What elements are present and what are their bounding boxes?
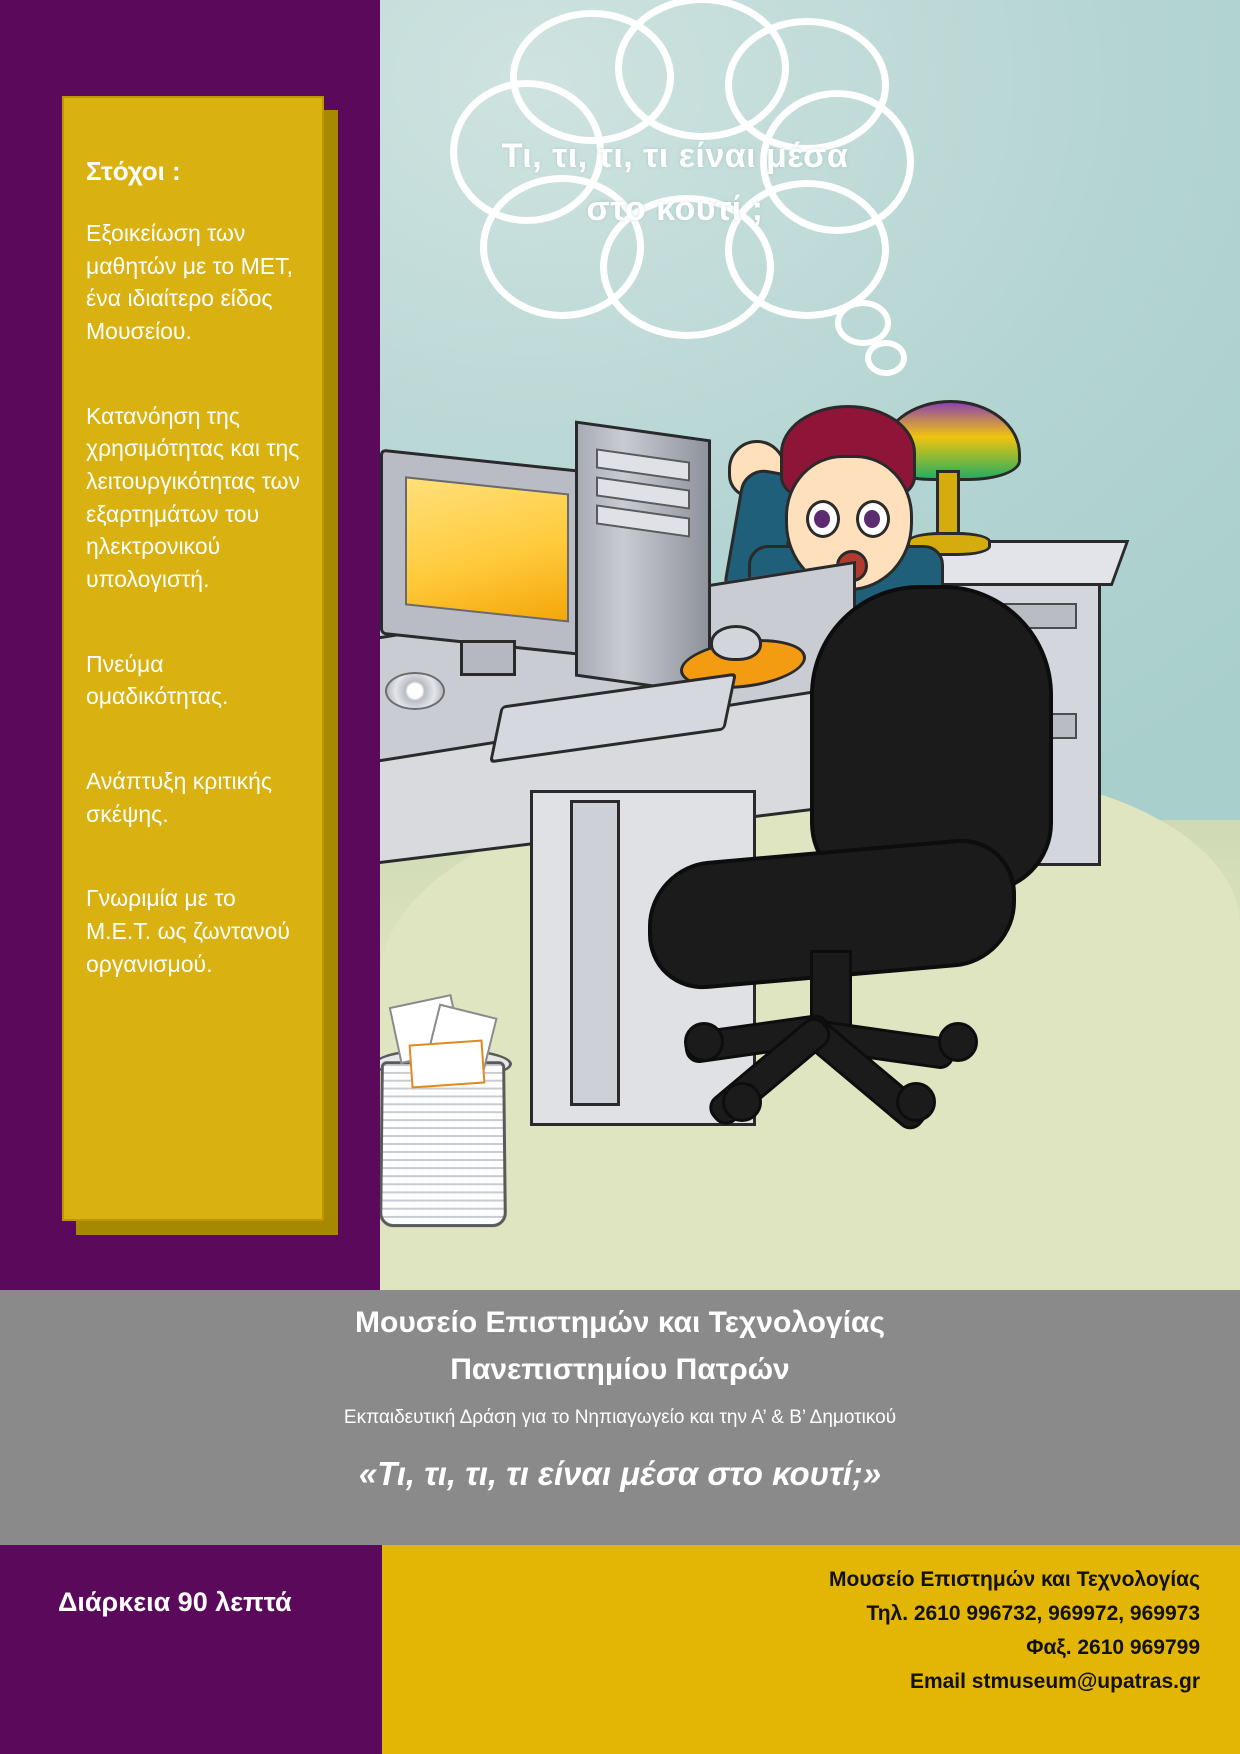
thought-bubble-text: Τι, τι, τι, τι είναι μέσα στο κουτί ; [501, 137, 849, 228]
museum-name-line1: Μουσείο Επιστημών και Τεχνολογίας [355, 1306, 885, 1339]
contact-fax: Φαξ. 2610 969799 [1026, 1636, 1200, 1660]
goals-box [62, 96, 324, 1221]
desk-leg [570, 800, 620, 1106]
footer-contact-block [382, 1545, 1240, 1754]
computer-mouse [710, 625, 762, 661]
banner-subtitle: Εκπαιδευτική Δράση για το Νηπιαγωγείο και την Α’ & Β’ Δημοτικού [343, 1407, 897, 1428]
computer-tower [575, 420, 711, 695]
goals-item: Ανάπτυξη κριτικής σκέψης. [86, 767, 272, 827]
goals-title: Στόχοι : [86, 156, 181, 186]
monitor [380, 449, 596, 658]
activity-title: «Τι, τι, τι, τι είναι μέσα στο κουτί;» [358, 1455, 882, 1492]
contact-email[interactable]: Email stmuseum@upatras.gr [909, 1670, 1200, 1694]
museum-name-line2: Πανεπιστημίου Πατρών [450, 1352, 790, 1386]
monitor-screen [405, 476, 569, 622]
goals-item: Πνεύμα ομαδικότητας. [86, 650, 229, 710]
goals-item: Εξοικείωση των μαθητών με το ΜΕΤ, ένα ιδιαίτερο είδος Μουσείου. [86, 220, 293, 344]
title-banner [0, 1290, 1240, 1545]
footer-section [0, 1545, 1240, 1754]
chair-legs [700, 1010, 970, 1120]
boy-eye-left [806, 500, 840, 538]
goals-item: Κατανόηση της χρησιμότητας και της λειτουργικότητας των εξαρτημάτων του ηλεκτρονικού υπολογιστή. [86, 402, 300, 592]
goals-item: Γνωριμία με το Μ.Ε.Τ. ως ζωντανού οργανισμού. [86, 885, 291, 977]
cd-disc [385, 672, 445, 710]
crumpled-paper [409, 1039, 486, 1088]
contact-phone: Τηλ. 2610 996732, 969972, 969973 [866, 1602, 1200, 1626]
monitor-stand [460, 640, 516, 676]
boy-eye-right [856, 500, 890, 538]
illustration-panel [380, 0, 1240, 1290]
thought-bubble [440, 10, 910, 340]
contact-museum-name: Μουσείο Επιστημών και Τεχνολογίας [829, 1568, 1200, 1591]
duration-label: Διάρκεια 90 λεπτά [58, 1587, 292, 1617]
footer-left-block [0, 1545, 382, 1754]
